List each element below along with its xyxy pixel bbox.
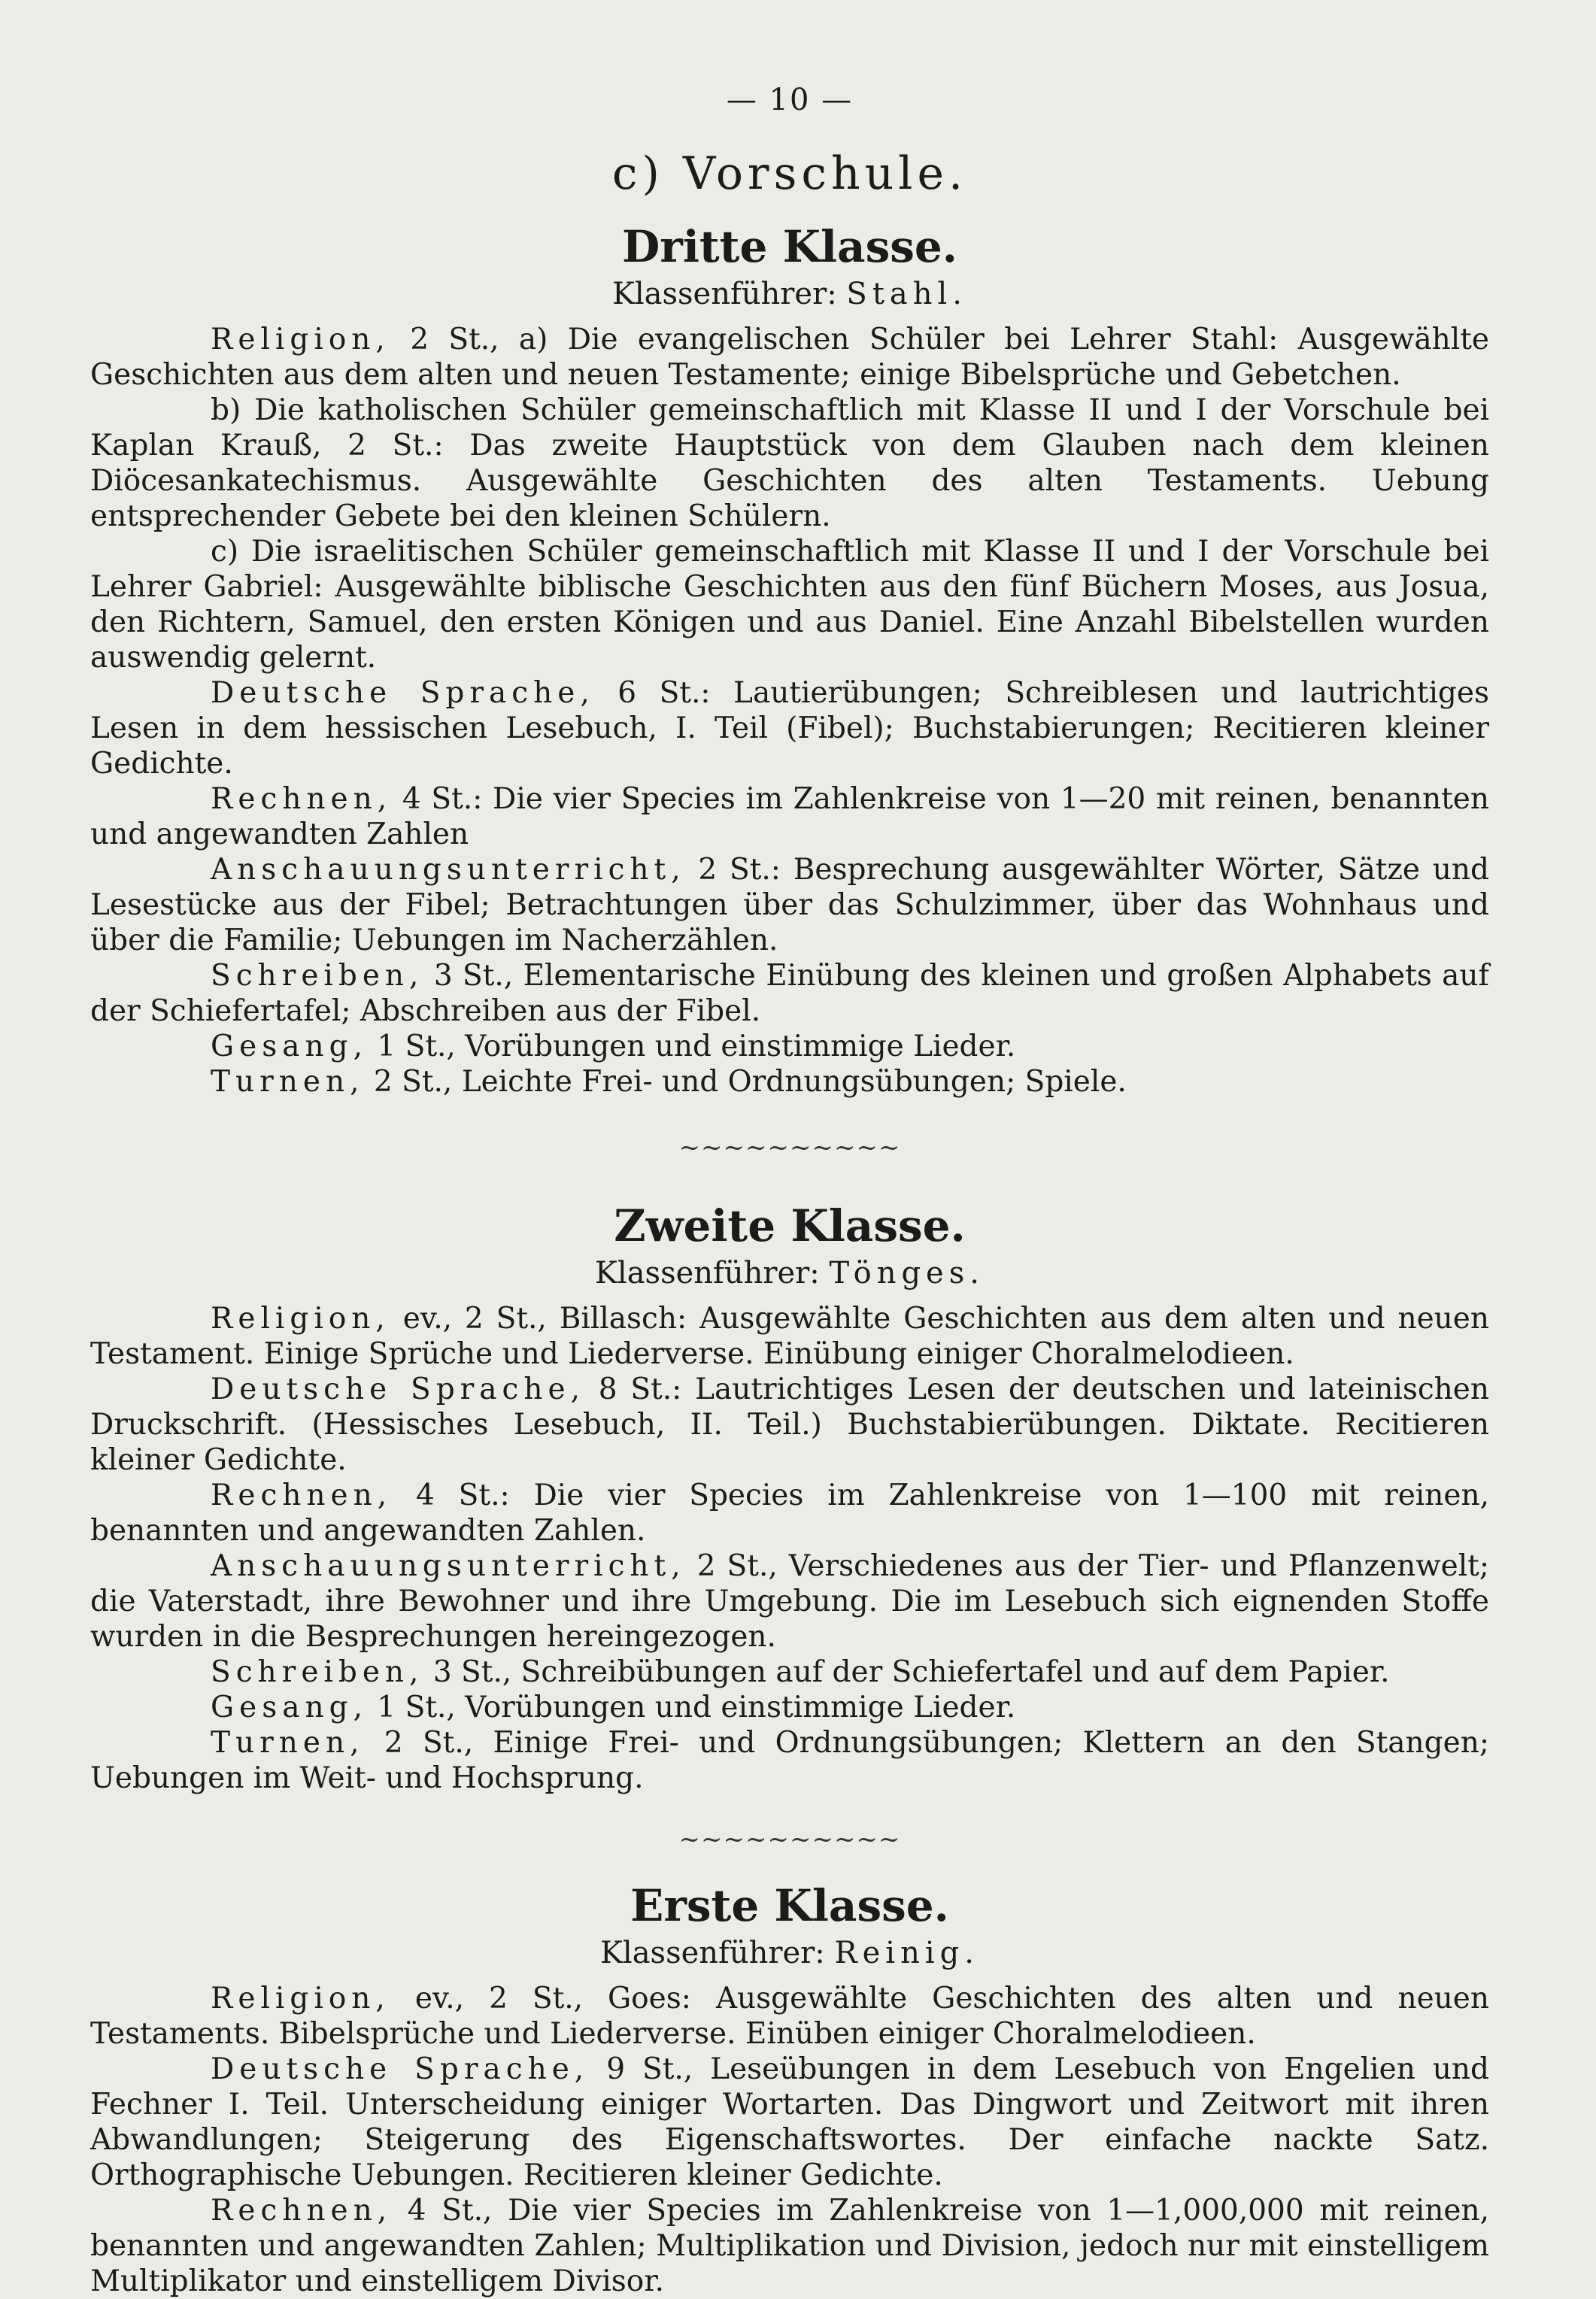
- teacher-label: Klassenführer:: [600, 1936, 825, 1970]
- subject-entry: [90, 781, 1489, 852]
- subject-text: 4 St., Die vier Species im Zahlenkreise von 1—1,000,000 mit reinen, benannten und angewandten Zahlen; Multiplikation und Division, jedoch nur mit einstelligem Multiplikator und einstelligem Divisor.: [90, 2194, 1489, 2298]
- section-title: c) Vorschule.: [611, 147, 968, 200]
- subject-entry: [90, 393, 1489, 534]
- subject-entry: [90, 1372, 1489, 1478]
- class-title: Erste Klasse.: [630, 1880, 949, 1931]
- subject-text: 9 St., Leseübungen in dem Lesebuch von Engelien und Fechner I. Teil. Unterscheidung einiger Wortarten. Das Dingwort und Zeitwort mit ihren Abwandlungen; Steigerung des Eigenschaftswortes. Der einfache nackte Satz. Orthographische Uebungen. Recitieren kleiner Gedichte.: [90, 2052, 1489, 2192]
- subject-name: Gesang,: [211, 1030, 368, 1063]
- subject-entry: [90, 852, 1489, 958]
- document-page: [90, 83, 1489, 2299]
- subject-name: Rechnen,: [211, 1479, 393, 1512]
- subject-name: Deutsche Sprache,: [211, 1372, 585, 1406]
- teacher-name: Stahl.: [846, 277, 968, 311]
- subject-name: Anschauungsunterricht,: [211, 1549, 686, 1583]
- subject-name: Religion,: [211, 1302, 390, 1336]
- section-divider: ~~~~~~~~~~: [678, 1824, 901, 1855]
- subject-text: 4 St.: Die vier Species im Zahlenkreise von 1—100 mit reinen, benannten und angewandten Zahlen.: [90, 1479, 1489, 1548]
- subject-name: Turnen,: [211, 1065, 365, 1099]
- teacher-name: Reinig.: [834, 1936, 979, 1970]
- subject-name: Rechnen,: [211, 782, 393, 816]
- section-divider: ~~~~~~~~~~: [678, 1133, 901, 1163]
- subject-text: 3 St., Elementarische Einübung des kleinen und großen Alphabets auf der Schiefertafel; Abschreiben aus der Fibel.: [90, 959, 1489, 1028]
- subject-name: Gesang,: [211, 1691, 368, 1724]
- class-section-zweite: [90, 1200, 1489, 1796]
- class-title: Dritte Klasse.: [622, 221, 957, 272]
- subject-entry: [90, 2052, 1489, 2193]
- subject-name: Religion,: [211, 1982, 390, 2015]
- class-section-dritte: [90, 221, 1489, 1099]
- subject-entry: [90, 322, 1489, 393]
- subject-name: Schreiben,: [211, 959, 424, 993]
- subject-text: 6 St.: Lautierübungen; Schreiblesen und lautrichtiges Lesen in dem hessischen Lesebuch, I. Teil (Fibel); Buchstabierungen; Recitieren kleiner Gedichte.: [90, 676, 1489, 781]
- subject-entry: [90, 1064, 1489, 1099]
- subject-entry: [90, 1029, 1489, 1064]
- subject-name: Anschauungsunterricht,: [211, 853, 686, 887]
- subject-text: 2 St.: Besprechung ausgewählter Wörter, Sätze und Lesestücke aus der Fibel; Betrachtungen über das Schulzimmer, über das Wohnhaus und über die Familie; Uebungen im Nacherzählen.: [90, 853, 1489, 957]
- teacher-name: Tönges.: [829, 1256, 985, 1291]
- subject-entry: [90, 2193, 1489, 2299]
- subject-name: Religion,: [211, 323, 390, 356]
- subject-entry: [90, 1725, 1489, 1796]
- subject-entry: [90, 958, 1489, 1029]
- subject-name: Schreiben,: [211, 1655, 424, 1689]
- subject-text: 8 St.: Lautrichtiges Lesen der deutschen und lateinischen Druckschrift. (Hessisches Lesebuch, II. Teil.) Buchstabierübungen. Diktate. Recitieren kleiner Gedichte.: [90, 1372, 1489, 1477]
- subject-name: Deutsche Sprache,: [211, 676, 595, 710]
- teacher-label: Klassenführer:: [595, 1256, 820, 1291]
- teacher-label: Klassenführer:: [611, 277, 837, 311]
- subject-text: 2 St., Leichte Frei- und Ordnungsübungen; Spiele.: [373, 1065, 1127, 1099]
- class-teacher: [90, 1936, 1489, 1970]
- subject-text: 1 St., Vorübungen und einstimmige Lieder.: [377, 1691, 1016, 1724]
- subject-name: Turnen,: [211, 1726, 365, 1760]
- subject-name: Rechnen,: [211, 2194, 393, 2228]
- subject-text: 4 St.: Die vier Species im Zahlenkreise von 1—20 mit reinen, benannten und angewandten Zahlen: [90, 782, 1489, 851]
- subject-entry: [90, 1654, 1489, 1690]
- subject-text: 2 St., Einige Frei- und Ordnungsübungen; Klettern an den Stangen; Uebungen im Weit- und Hochsprung.: [90, 1726, 1489, 1795]
- subject-entry: [90, 1548, 1489, 1654]
- subject-text: 2 St., a) Die evangelischen Schüler bei Lehrer Stahl: Ausgewählte Geschichten aus dem alten und neuen Testamente; einige Bibelsprüche und Gebetchen.: [90, 323, 1489, 392]
- subject-text: 1 St., Vorübungen und einstimmige Lieder.: [377, 1030, 1016, 1063]
- subject-entry: [90, 675, 1489, 781]
- subject-text: ev., 2 St., Goes: Ausgewählte Geschichten des alten und neuen Testaments. Bibelsprüche und Liederverse. Einüben einiger Choralmelodieen.: [90, 1982, 1489, 2051]
- class-section-erste: [90, 1880, 1489, 2299]
- class-title: Zweite Klasse.: [614, 1200, 966, 1251]
- subject-name: Deutsche Sprache,: [211, 2052, 590, 2086]
- page-number: — 10 —: [726, 83, 854, 117]
- subject-entry: [90, 1690, 1489, 1725]
- subject-text: ev., 2 St., Billasch: Ausgewählte Geschichten aus dem alten und neuen Testament. Einige Sprüche und Liederverse. Einübung einiger Choralmelodieen.: [90, 1302, 1489, 1371]
- subject-text: c) Die israelitischen Schüler gemeinschaftlich mit Klasse II und I der Vorschule bei Lehrer Gabriel: Ausgewählte biblische Geschichten aus den fünf Büchern Moses, aus Josua, den Richtern, Samuel, den ersten Königen und aus Daniel. Eine Anzahl Bibelstellen wurden auswendig gelernt.: [90, 535, 1489, 675]
- subject-text: b) Die katholischen Schüler gemeinschaftlich mit Klasse II und I der Vorschule bei Kaplan Krauß, 2 St.: Das zweite Hauptstück von dem Glauben nach dem kleinen Diöcesankatechismus. Ausgewählte Geschichten des alten Testaments. Uebung entsprechender Gebete bei den kleinen Schülern.: [90, 393, 1489, 533]
- subject-text: 3 St., Schreibübungen auf der Schiefertafel und auf dem Papier.: [432, 1655, 1390, 1689]
- subject-entry: [90, 1981, 1489, 2052]
- subject-entry: [90, 1478, 1489, 1548]
- subject-entry: [90, 1301, 1489, 1372]
- class-teacher: [90, 1256, 1489, 1291]
- subject-entry: [90, 534, 1489, 675]
- class-teacher: [90, 277, 1489, 311]
- subject-text: 2 St., Verschiedenes aus der Tier- und Pflanzenwelt; die Vaterstadt, ihre Bewohner und ihre Umgebung. Die im Lesebuch sich eignenden Stoffe wurden in die Besprechungen hereingezogen.: [90, 1549, 1489, 1654]
